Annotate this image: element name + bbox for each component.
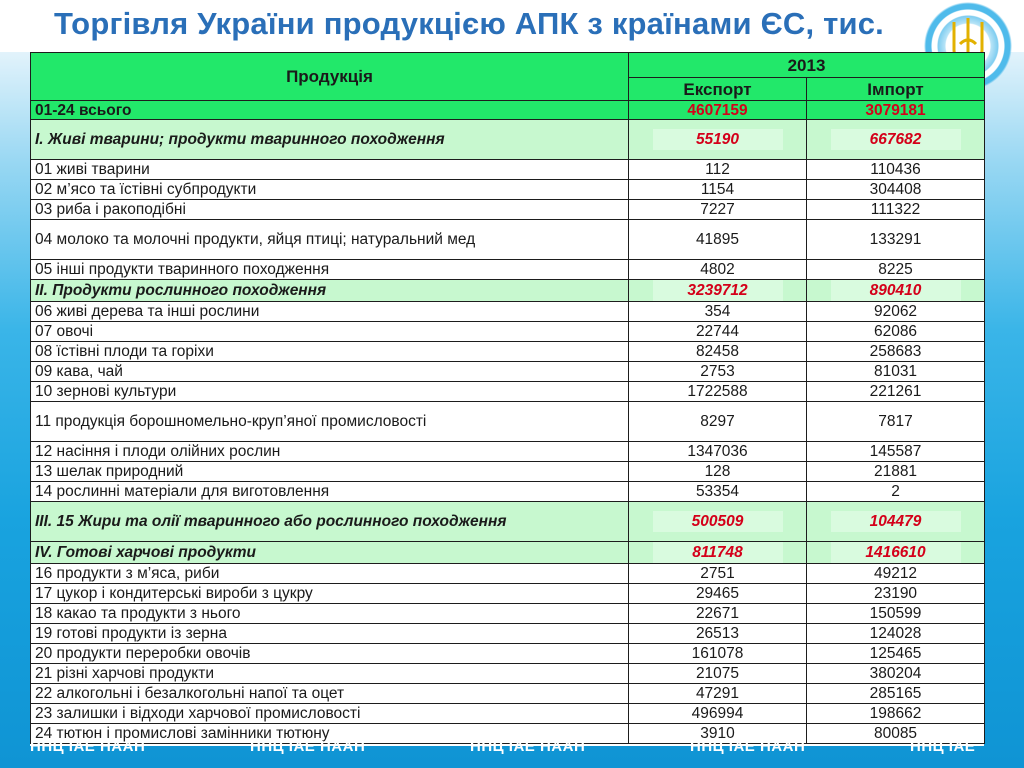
row-import-value: 92062 — [807, 302, 985, 322]
table-row — [31, 704, 985, 724]
row-import-value: 81031 — [807, 362, 985, 382]
row-product-name: 21 різні харчові продукти — [31, 664, 629, 684]
row-export-value: 47291 — [629, 684, 807, 704]
row-import-value: 21881 — [807, 462, 985, 482]
row-export-value: 354 — [629, 302, 807, 322]
row-product-name: 11 продукція борошномельно-круп’яної промисловості — [31, 402, 629, 442]
table-row — [31, 482, 985, 502]
row-product-name: II. Продукти рослинного походження — [31, 280, 629, 302]
row-product-name: 02 м’ясо та їстівні субпродукти — [31, 180, 629, 200]
table-row — [31, 101, 985, 120]
table-row — [31, 442, 985, 462]
row-product-name: 01 живі тварини — [31, 160, 629, 180]
row-import-value — [807, 542, 985, 564]
row-import-value: 23190 — [807, 584, 985, 604]
table-row — [31, 260, 985, 280]
page-title: Торгівля України продукцією АПК з країнами ЄС, тис. — [54, 6, 884, 41]
row-export-value: 22671 — [629, 604, 807, 624]
row-export-value: 21075 — [629, 664, 807, 684]
row-import-value: 2 — [807, 482, 985, 502]
row-import-value: 125465 — [807, 644, 985, 664]
row-export-value: 1154 — [629, 180, 807, 200]
table-row — [31, 362, 985, 382]
row-product-name: 01-24 всього — [31, 101, 629, 120]
row-export-value — [629, 542, 807, 564]
section-export-value: 3239712 — [653, 280, 783, 301]
row-import-value: 111322 — [807, 200, 985, 220]
table-row — [31, 302, 985, 322]
row-export-value: 82458 — [629, 342, 807, 362]
row-product-name: 12 насіння і плоди олійних рослин — [31, 442, 629, 462]
table-row — [31, 564, 985, 584]
row-product-name: 10 зернові культури — [31, 382, 629, 402]
row-export-value: 2753 — [629, 362, 807, 382]
row-product-name: 04 молоко та молочні продукти, яйця птиці; натуральний мед — [31, 220, 629, 260]
footer-label: ННЦ ІАЕ НААН — [470, 738, 586, 755]
row-import-value: 62086 — [807, 322, 985, 342]
row-import-value: 8225 — [807, 260, 985, 280]
row-export-value: 26513 — [629, 624, 807, 644]
header-import: Імпорт — [807, 78, 985, 101]
row-import-value: 145587 — [807, 442, 985, 462]
row-import-value: 3079181 — [807, 101, 985, 120]
row-import-value: 198662 — [807, 704, 985, 724]
row-export-value — [629, 502, 807, 542]
row-export-value: 128 — [629, 462, 807, 482]
footer-label: ННЦ ІАЕ НААН — [30, 738, 146, 755]
row-export-value — [629, 280, 807, 302]
section-import-value: 667682 — [831, 129, 961, 150]
row-import-value: 380204 — [807, 664, 985, 684]
row-product-name: 06 живі дерева та інші рослини — [31, 302, 629, 322]
row-import-value — [807, 502, 985, 542]
header-export: Експорт — [629, 78, 807, 101]
row-product-name: 16 продукти з м’яса, риби — [31, 564, 629, 584]
row-export-value — [629, 120, 807, 160]
row-product-name: 20 продукти переробки овочів — [31, 644, 629, 664]
table-row — [31, 200, 985, 220]
row-export-value: 53354 — [629, 482, 807, 502]
row-product-name: 09 кава, чай — [31, 362, 629, 382]
row-export-value: 29465 — [629, 584, 807, 604]
row-import-value: 285165 — [807, 684, 985, 704]
row-import-value: 133291 — [807, 220, 985, 260]
section-import-value: 890410 — [831, 280, 961, 301]
table-row — [31, 542, 985, 564]
table-row — [31, 624, 985, 644]
row-product-name: 19 готові продукти із зерна — [31, 624, 629, 644]
footer-label: ННЦ ІАЕ — [910, 738, 976, 755]
table-row — [31, 382, 985, 402]
row-product-name: 18 какао та продукти з нього — [31, 604, 629, 624]
row-product-name: 23 залишки і відходи харчової промисловості — [31, 704, 629, 724]
table-row — [31, 180, 985, 200]
row-import-value — [807, 120, 985, 160]
table-row — [31, 664, 985, 684]
table-row — [31, 160, 985, 180]
row-export-value: 161078 — [629, 644, 807, 664]
footer-label: ННЦ ІАЕ НААН — [690, 738, 806, 755]
row-import-value: 150599 — [807, 604, 985, 624]
row-export-value: 4607159 — [629, 101, 807, 120]
row-import-value: 221261 — [807, 382, 985, 402]
table-row — [31, 120, 985, 160]
footer-label: ННЦ ІАЕ НААН — [250, 738, 366, 755]
row-product-name: 14 рослинні матеріали для виготовлення — [31, 482, 629, 502]
row-import-value: 110436 — [807, 160, 985, 180]
row-import-value: 304408 — [807, 180, 985, 200]
header-product: Продукція — [31, 53, 629, 101]
section-export-value: 500509 — [653, 511, 783, 532]
row-product-name: 17 цукор і кондитерські вироби з цукру — [31, 584, 629, 604]
row-product-name: 13 шелак природний — [31, 462, 629, 482]
section-import-value: 1416610 — [831, 542, 961, 563]
row-product-name: 07 овочі — [31, 322, 629, 342]
row-export-value: 112 — [629, 160, 807, 180]
row-export-value: 1347036 — [629, 442, 807, 462]
header-year: 2013 — [629, 53, 985, 78]
table-row — [31, 604, 985, 624]
row-export-value: 41895 — [629, 220, 807, 260]
table-row — [31, 342, 985, 362]
section-import-value: 104479 — [831, 511, 961, 532]
row-product-name: I. Живі тварини; продукти тваринного походження — [31, 120, 629, 160]
row-export-value: 496994 — [629, 704, 807, 724]
row-export-value: 1722588 — [629, 382, 807, 402]
row-export-value: 2751 — [629, 564, 807, 584]
table-row — [31, 402, 985, 442]
section-export-value: 55190 — [653, 129, 783, 150]
table-body — [31, 101, 985, 744]
row-product-name: 05 інші продукти тваринного походження — [31, 260, 629, 280]
row-product-name: 03 риба і ракоподібні — [31, 200, 629, 220]
row-export-value: 7227 — [629, 200, 807, 220]
row-import-value: 49212 — [807, 564, 985, 584]
row-export-value: 22744 — [629, 322, 807, 342]
row-export-value: 3910 — [629, 724, 807, 744]
table-row — [31, 462, 985, 482]
table-row — [31, 684, 985, 704]
row-product-name: 08 їстівні плоди та горіхи — [31, 342, 629, 362]
trade-table — [30, 52, 985, 744]
table-row — [31, 502, 985, 542]
row-export-value: 4802 — [629, 260, 807, 280]
row-product-name: 24 тютюн і промислові замінники тютюну — [31, 724, 629, 744]
row-product-name: III. 15 Жири та олії тваринного або рослинного походження — [31, 502, 629, 542]
table-row — [31, 584, 985, 604]
section-export-value: 811748 — [653, 542, 783, 563]
row-import-value: 124028 — [807, 624, 985, 644]
row-import-value: 7817 — [807, 402, 985, 442]
row-import-value: 80085 — [807, 724, 985, 744]
table-row — [31, 220, 985, 260]
row-import-value: 258683 — [807, 342, 985, 362]
table-row — [31, 322, 985, 342]
table-row — [31, 644, 985, 664]
row-import-value — [807, 280, 985, 302]
row-product-name: 22 алкогольні і безалкогольні напої та оцет — [31, 684, 629, 704]
row-export-value: 8297 — [629, 402, 807, 442]
table-row — [31, 280, 985, 302]
row-product-name: IV. Готові харчові продукти — [31, 542, 629, 564]
